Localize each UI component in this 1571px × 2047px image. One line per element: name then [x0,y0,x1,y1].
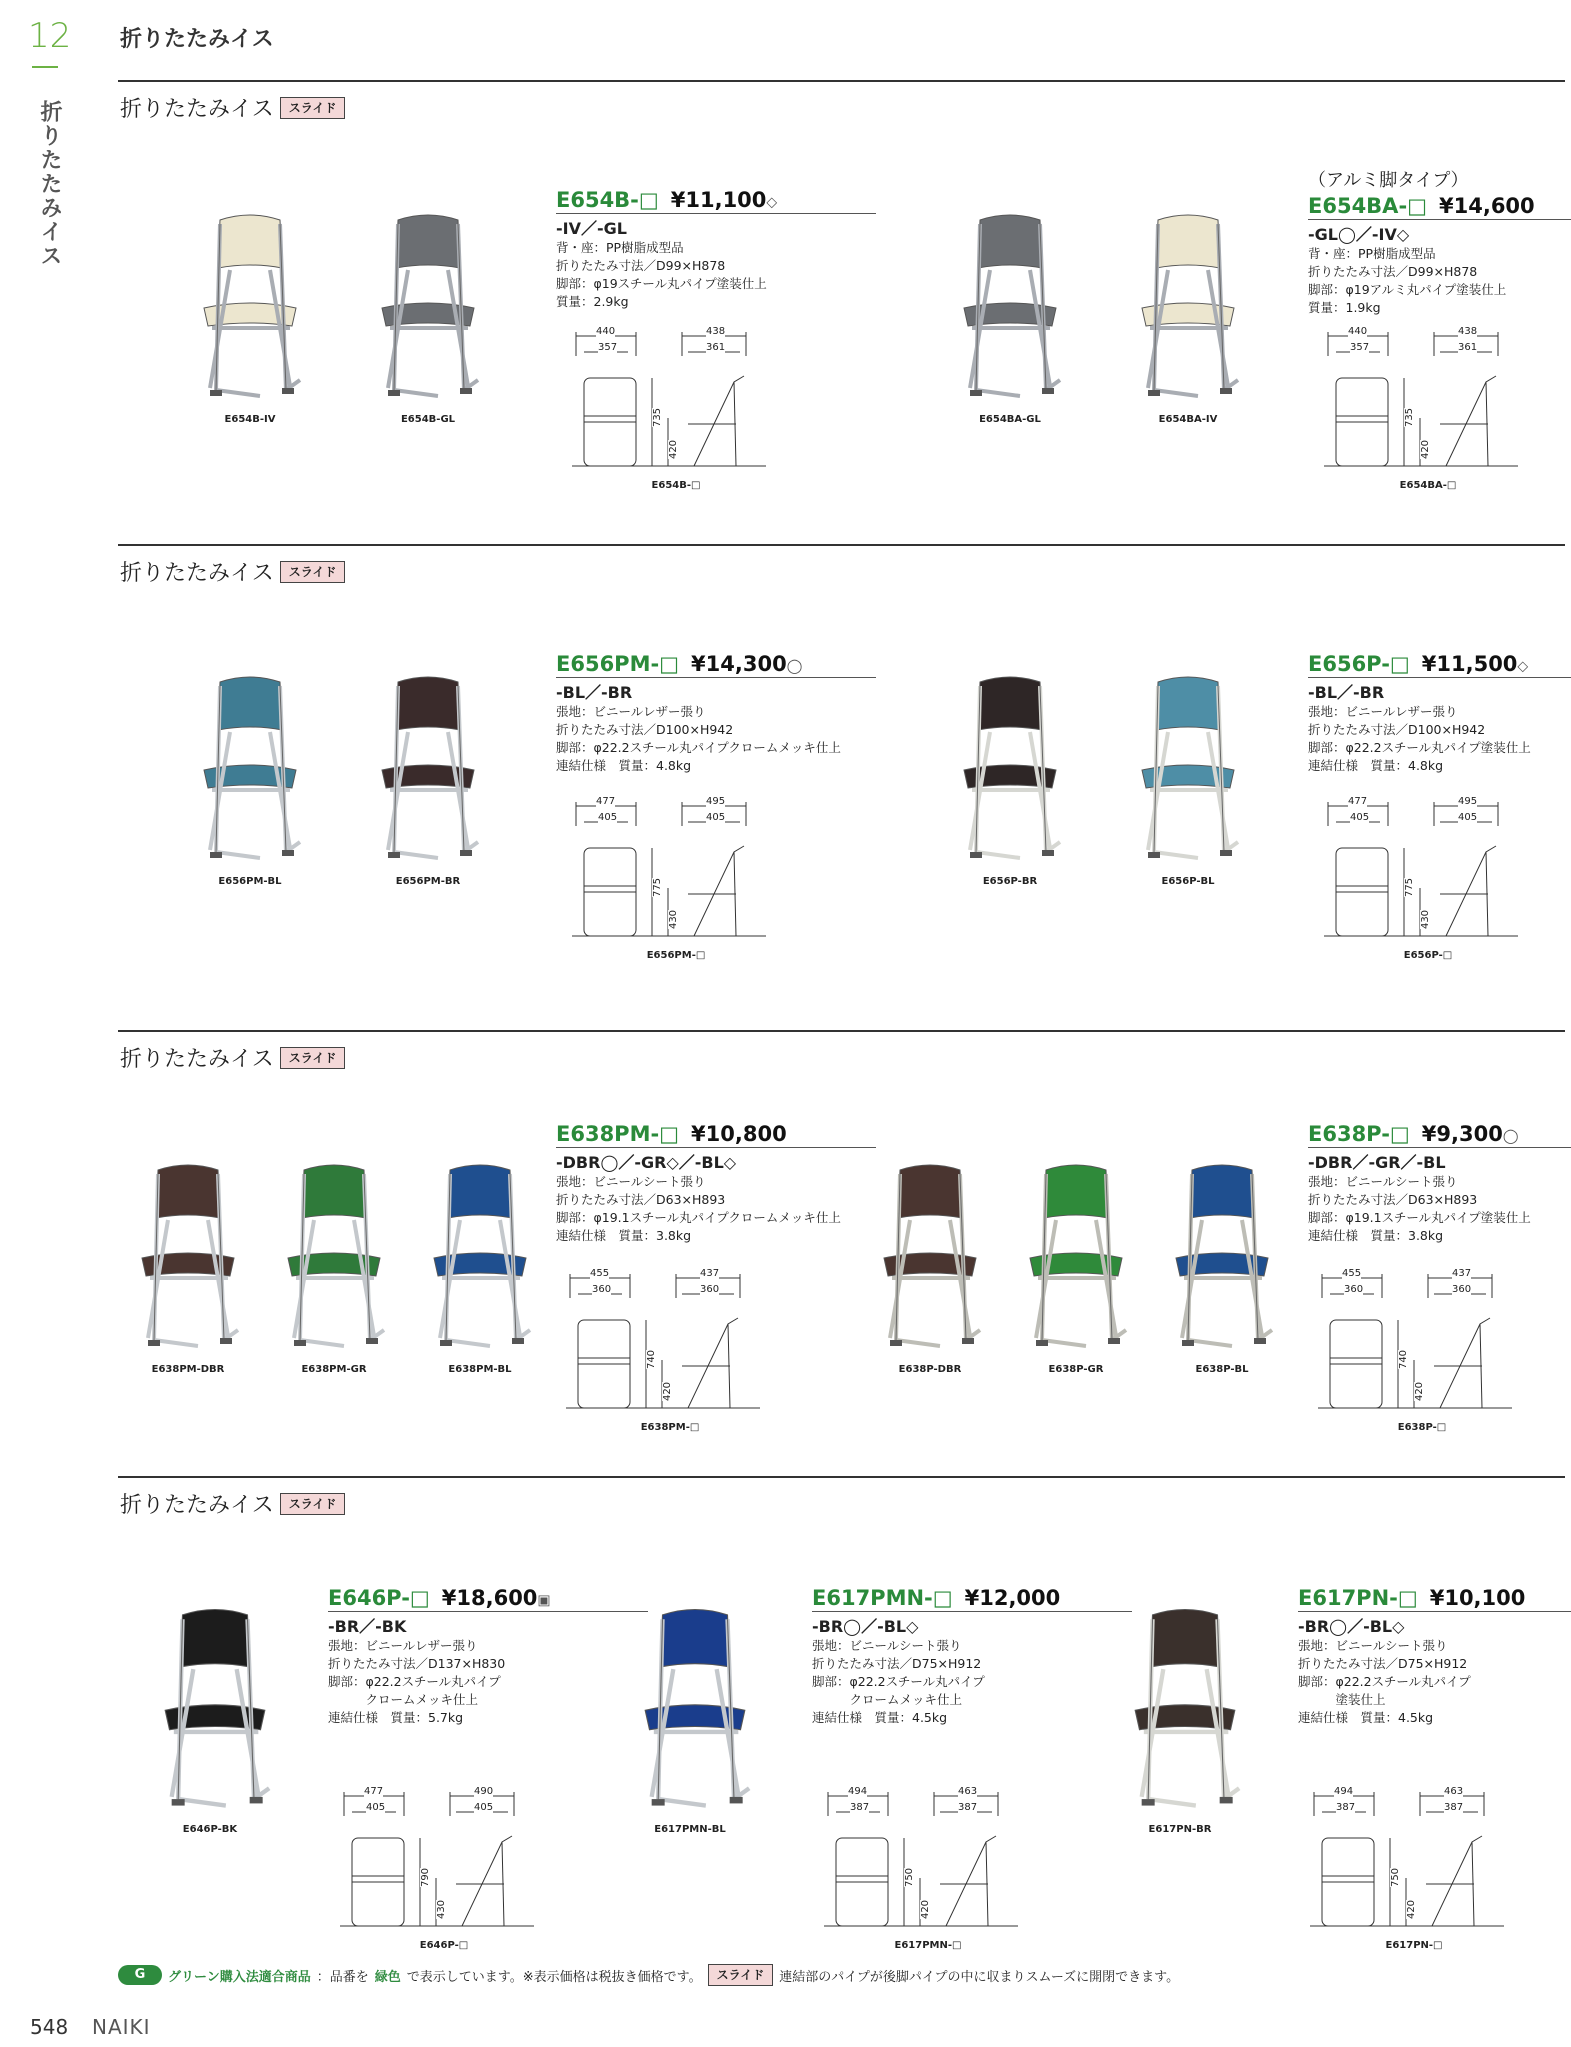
dimension-label: 387 [1444,1802,1464,1813]
dimension-label: 477 [1348,796,1368,807]
spec-line: 張地：ビニールシート張り [556,1174,706,1189]
dimension-label: 494 [1334,1786,1354,1797]
dimension-label: 360 [1344,1284,1364,1295]
chair-caption: E654BA-IV [1158,414,1218,425]
product-price: ¥14,300 [691,652,787,676]
spec-line: クロームメッキ仕上 [328,1692,479,1707]
dimension-label: 420 [1420,439,1432,460]
spec-line: 折りたたみ寸法／D99×H878 [556,258,726,273]
brand-name: NAIKI [92,2015,151,2039]
price-mark: ◯ [1502,1128,1519,1145]
dimension-diagram [1304,1786,1524,1951]
chair-caption: E638PM-DBR [151,1364,225,1375]
chair-photo [1120,1604,1250,1835]
slide-badge: スライド [280,1493,346,1515]
dimension-label: 495 [1458,796,1478,807]
product-code: E656PM-□ [556,652,680,676]
dimension-label: 477 [596,796,616,807]
divider [118,80,1565,82]
chair-caption: E617PMN-BL [654,1824,726,1835]
spec-line: 張地：ビニールシート張り [1308,1174,1458,1189]
product-info-e656pm [556,652,876,775]
chair-photo [274,1160,404,1375]
chair-caption: E656PM-BR [395,876,461,887]
spec-line: 張地：ビニールレザー張り [1308,704,1458,719]
diagram-caption: E656P-□ [1403,950,1453,961]
spec-line: 連結仕様 質量：4.8kg [1308,758,1444,773]
dimension-label: 360 [592,1284,612,1295]
spec-line: 張地：ビニールシート張り [1298,1638,1448,1653]
product-colors: -DBR◯／-GR◇／-BL◇ [556,1153,737,1172]
dimension-label: 440 [596,326,616,337]
product-header [1298,1586,1571,1612]
product-colors: -BR／-BK [328,1617,407,1636]
divider [118,1476,1565,1478]
dimension-label: 357 [1350,342,1370,353]
dimension-label: 360 [1452,1284,1472,1295]
product-colors: -IV／-GL [556,219,627,238]
footer-note: G グリーン購入法適合商品 ：品番を 緑色 で表示しています。※表示価格は税抜き価格です。 スライド 連結部のパイプが後脚パイプの中に収まりスムーズに開閉できます。 [118,1964,1179,1986]
product-price: ¥10,800 [691,1122,787,1146]
dimension-label: 438 [1458,326,1478,337]
chair-photo [1128,210,1258,425]
diagram-caption: E638PM-□ [640,1422,700,1433]
spec-line: 折りたたみ寸法／D75×H912 [1298,1656,1468,1671]
chair-caption: E646P-BK [182,1824,238,1835]
chair-caption: E656PM-BL [218,876,282,887]
slide-badge: スライド [708,1964,774,1986]
product-info-e638p [1308,1122,1571,1245]
product-info-e646p [328,1586,648,1727]
product-header [556,652,876,678]
product-info-e617pn [1298,1586,1571,1727]
spec-line: 脚部：φ22.2スチール丸パイプクロームメッキ仕上 [556,740,841,755]
dimension-label: 420 [1406,1899,1418,1920]
spec-line: 塗装仕上 [1298,1692,1386,1707]
product-header [556,1122,876,1148]
dimension-label: 361 [706,342,726,353]
slide-badge: スライド [280,1047,346,1069]
spec-line: 背・座：PP樹脂成型品 [556,240,684,255]
spec-line: 張地：ビニールシート張り [812,1638,962,1653]
chair-photo [368,672,498,887]
product-price: ¥11,500 [1421,652,1518,676]
product-colors: -BR◯／-BL◇ [812,1617,919,1636]
chair-caption: E638P-GR [1048,1364,1104,1375]
dimension-label: 775 [1404,877,1416,898]
chair-caption: E656P-BL [1161,876,1215,887]
divider [118,544,1565,546]
chair-caption: E654BA-GL [979,414,1041,425]
dimension-label: 477 [364,1786,384,1797]
diagram-caption: E656PM-□ [646,950,706,961]
product-code: E638P-□ [1308,1122,1410,1146]
product-code: E654B-□ [556,188,659,212]
spec-line: 質量：2.9kg [556,294,629,309]
dimension-label: 455 [590,1268,610,1279]
product-info-e617pmn [812,1586,1132,1727]
dimension-label: 735 [652,407,664,428]
dimension-label: 438 [706,326,726,337]
dimension-diagram [334,1786,554,1951]
spec-line: 折りたたみ寸法／D100×H942 [1308,722,1486,737]
dimension-diagram [1318,796,1538,961]
product-header [1308,194,1571,220]
section-title: 折りたたみイス スライド [120,92,345,123]
chair-photo [950,672,1080,887]
product-price: ¥11,100 [670,188,767,212]
chair-photo [870,1160,1000,1375]
spec-line: クロームメッキ仕上 [812,1692,963,1707]
product-price: ¥12,000 [964,1586,1061,1610]
chair-caption: E654B-GL [400,414,456,425]
product-price: ¥9,300 [1421,1122,1503,1146]
dimension-label: 357 [598,342,618,353]
diagram-caption: E646P-□ [419,1940,469,1951]
dimension-diagram [566,796,786,961]
dimension-label: 463 [1444,1786,1464,1797]
slide-badge: スライド [280,97,346,119]
product-colors: -BL／-BR [1308,683,1385,702]
dimension-label: 430 [436,1899,448,1920]
product-info-e654b [556,188,876,311]
product-colors: -DBR／-GR／-BL [1308,1153,1446,1172]
spec-line: 張地：ビニールレザー張り [328,1638,478,1653]
section-title: 折りたたみイス スライド [120,1488,345,1519]
dimension-label: 437 [1452,1268,1472,1279]
product-colors: -BL／-BR [556,683,633,702]
diagram-caption: E654BA-□ [1399,480,1457,491]
spec-line: 脚部：φ22.2スチール丸パイプ [1298,1674,1471,1689]
product-info-e654ba [1308,166,1571,317]
page-number: 548 [30,2015,69,2039]
chair-photo [1128,672,1258,887]
product-price: ¥14,600 [1439,194,1535,218]
dimension-label: 420 [920,1899,932,1920]
dimension-label: 361 [1458,342,1478,353]
product-header [328,1586,648,1612]
section-title: 折りたたみイス スライド [120,556,345,587]
price-mark: ◇ [1517,658,1529,675]
dimension-label: 790 [420,1867,432,1888]
chapter-vertical-title: 折りたたみイス [37,100,62,268]
page-title: 折りたたみイス [120,27,274,52]
product-header [1308,1122,1571,1148]
product-colors: -GL◯／-IV◇ [1308,225,1410,244]
spec-line: 折りたたみ寸法／D137×H830 [328,1656,506,1671]
spec-line: 折りたたみ寸法／D75×H912 [812,1656,982,1671]
product-code: E654BA-□ [1308,194,1427,218]
dimension-label: 455 [1342,1268,1362,1279]
product-header [1308,652,1571,678]
chair-photo [190,210,320,425]
spec-line: 連結仕様 質量：5.7kg [328,1710,464,1725]
dimension-label: 405 [598,812,618,823]
spec-line: 質量：1.9kg [1308,300,1381,315]
dimension-label: 463 [958,1786,978,1797]
chair-caption: E638P-DBR [898,1364,962,1375]
spec-line: 折りたたみ寸法／D63×H893 [556,1192,726,1207]
spec-line: 脚部：φ19.1スチール丸パイプクロームメッキ仕上 [556,1210,841,1225]
chair-photo [190,672,320,887]
dimension-label: 494 [848,1786,868,1797]
spec-line: 連結仕様 質量：4.5kg [1298,1710,1434,1725]
spec-line: 折りたたみ寸法／D99×H878 [1308,264,1478,279]
dimension-label: 420 [662,1381,674,1402]
spec-line: 脚部：φ19.1スチール丸パイプ塗装仕上 [1308,1210,1531,1225]
product-subtitle: （アルミ脚タイプ） [1308,170,1469,191]
price-mark: ◯ [786,658,803,675]
dimension-label: 437 [700,1268,720,1279]
spec-line: 連結仕様 質量：3.8kg [1308,1228,1444,1243]
dimension-diagram [1318,326,1538,491]
spec-line: 連結仕様 質量：3.8kg [556,1228,692,1243]
dimension-label: 387 [1336,1802,1356,1813]
dimension-label: 750 [1390,1867,1402,1888]
dimension-diagram [1312,1268,1532,1433]
chair-caption: E638PM-BL [448,1364,512,1375]
chair-photo [128,1160,258,1375]
dimension-label: 740 [1398,1349,1410,1370]
dimension-label: 405 [706,812,726,823]
dimension-diagram [560,1268,780,1433]
dimension-label: 735 [1404,407,1416,428]
product-info-e656p [1308,652,1571,775]
spec-line: 折りたたみ寸法／D100×H942 [556,722,734,737]
product-colors: -BR◯／-BL◇ [1298,1617,1405,1636]
dimension-label: 420 [1414,1381,1426,1402]
dimension-label: 405 [366,1802,386,1813]
spec-line: 脚部：φ19スチール丸パイプ塗装仕上 [556,276,767,291]
chair-caption: E654B-IV [224,414,276,425]
spec-line: 脚部：φ19アルミ丸パイプ塗装仕上 [1308,282,1507,297]
chair-photo [630,1604,760,1835]
product-code: E646P-□ [328,1586,430,1610]
diagram-caption: E654B-□ [651,480,701,491]
dimension-label: 490 [474,1786,494,1797]
chair-photo [1162,1160,1292,1375]
product-code: E617PN-□ [1298,1586,1418,1610]
spec-line: 脚部：φ22.2スチール丸パイプ [328,1674,501,1689]
spec-line: 連結仕様 質量：4.5kg [812,1710,948,1725]
product-code: E656P-□ [1308,652,1410,676]
chair-caption: E656P-BR [982,876,1038,887]
divider [118,1030,1565,1032]
diagram-caption: E617PMN-□ [894,1940,962,1951]
chair-caption: E638P-BL [1195,1364,1249,1375]
product-header [556,188,876,214]
dimension-label: 405 [1458,812,1478,823]
dimension-label: 775 [652,877,664,898]
chair-caption: E617PN-BR [1148,1824,1212,1835]
dimension-label: 420 [668,439,680,460]
dimension-label: 387 [958,1802,978,1813]
dimension-label: 740 [646,1349,658,1370]
dimension-label: 430 [668,909,680,930]
dimension-diagram [818,1786,1038,1951]
spec-line: 背・座：PP樹脂成型品 [1308,246,1436,261]
dimension-label: 405 [474,1802,494,1813]
dimension-label: 360 [700,1284,720,1295]
dimension-label: 495 [706,796,726,807]
spec-line: 脚部：φ22.2スチール丸パイプ塗装仕上 [1308,740,1531,755]
dimension-label: 750 [904,1867,916,1888]
dimension-label: 387 [850,1802,870,1813]
chapter-number: 12 [28,16,72,56]
product-info-e638pm [556,1122,876,1245]
spec-line: 張地：ビニールレザー張り [556,704,706,719]
chair-photo [1016,1160,1146,1375]
slide-badge: スライド [280,561,346,583]
spec-line: 脚部：φ22.2スチール丸パイプ [812,1674,985,1689]
product-header [812,1586,1132,1612]
chapter-bar [32,66,58,68]
chair-photo [420,1160,550,1375]
product-price: ¥18,600 [441,1586,538,1610]
product-code: E617PMN-□ [812,1586,953,1610]
dimension-label: 440 [1348,326,1368,337]
price-mark: ◇ [766,194,778,211]
chair-photo [150,1604,280,1835]
chair-caption: E638PM-GR [301,1364,367,1375]
dimension-diagram [566,326,786,491]
diagram-caption: E638P-□ [1397,1422,1447,1433]
section-title: 折りたたみイス スライド [120,1042,345,1073]
chair-photo [950,210,1080,425]
green-purchase-icon: G [118,1965,162,1985]
spec-line: 連結仕様 質量：4.8kg [556,758,692,773]
product-code: E638PM-□ [556,1122,680,1146]
chair-photo [368,210,498,425]
dimension-label: 405 [1350,812,1370,823]
product-price: ¥10,100 [1429,1586,1526,1610]
dimension-label: 430 [1420,909,1432,930]
price-mark: ▣ [537,1592,551,1609]
diagram-caption: E617PN-□ [1385,1940,1443,1951]
spec-line: 折りたたみ寸法／D63×H893 [1308,1192,1478,1207]
